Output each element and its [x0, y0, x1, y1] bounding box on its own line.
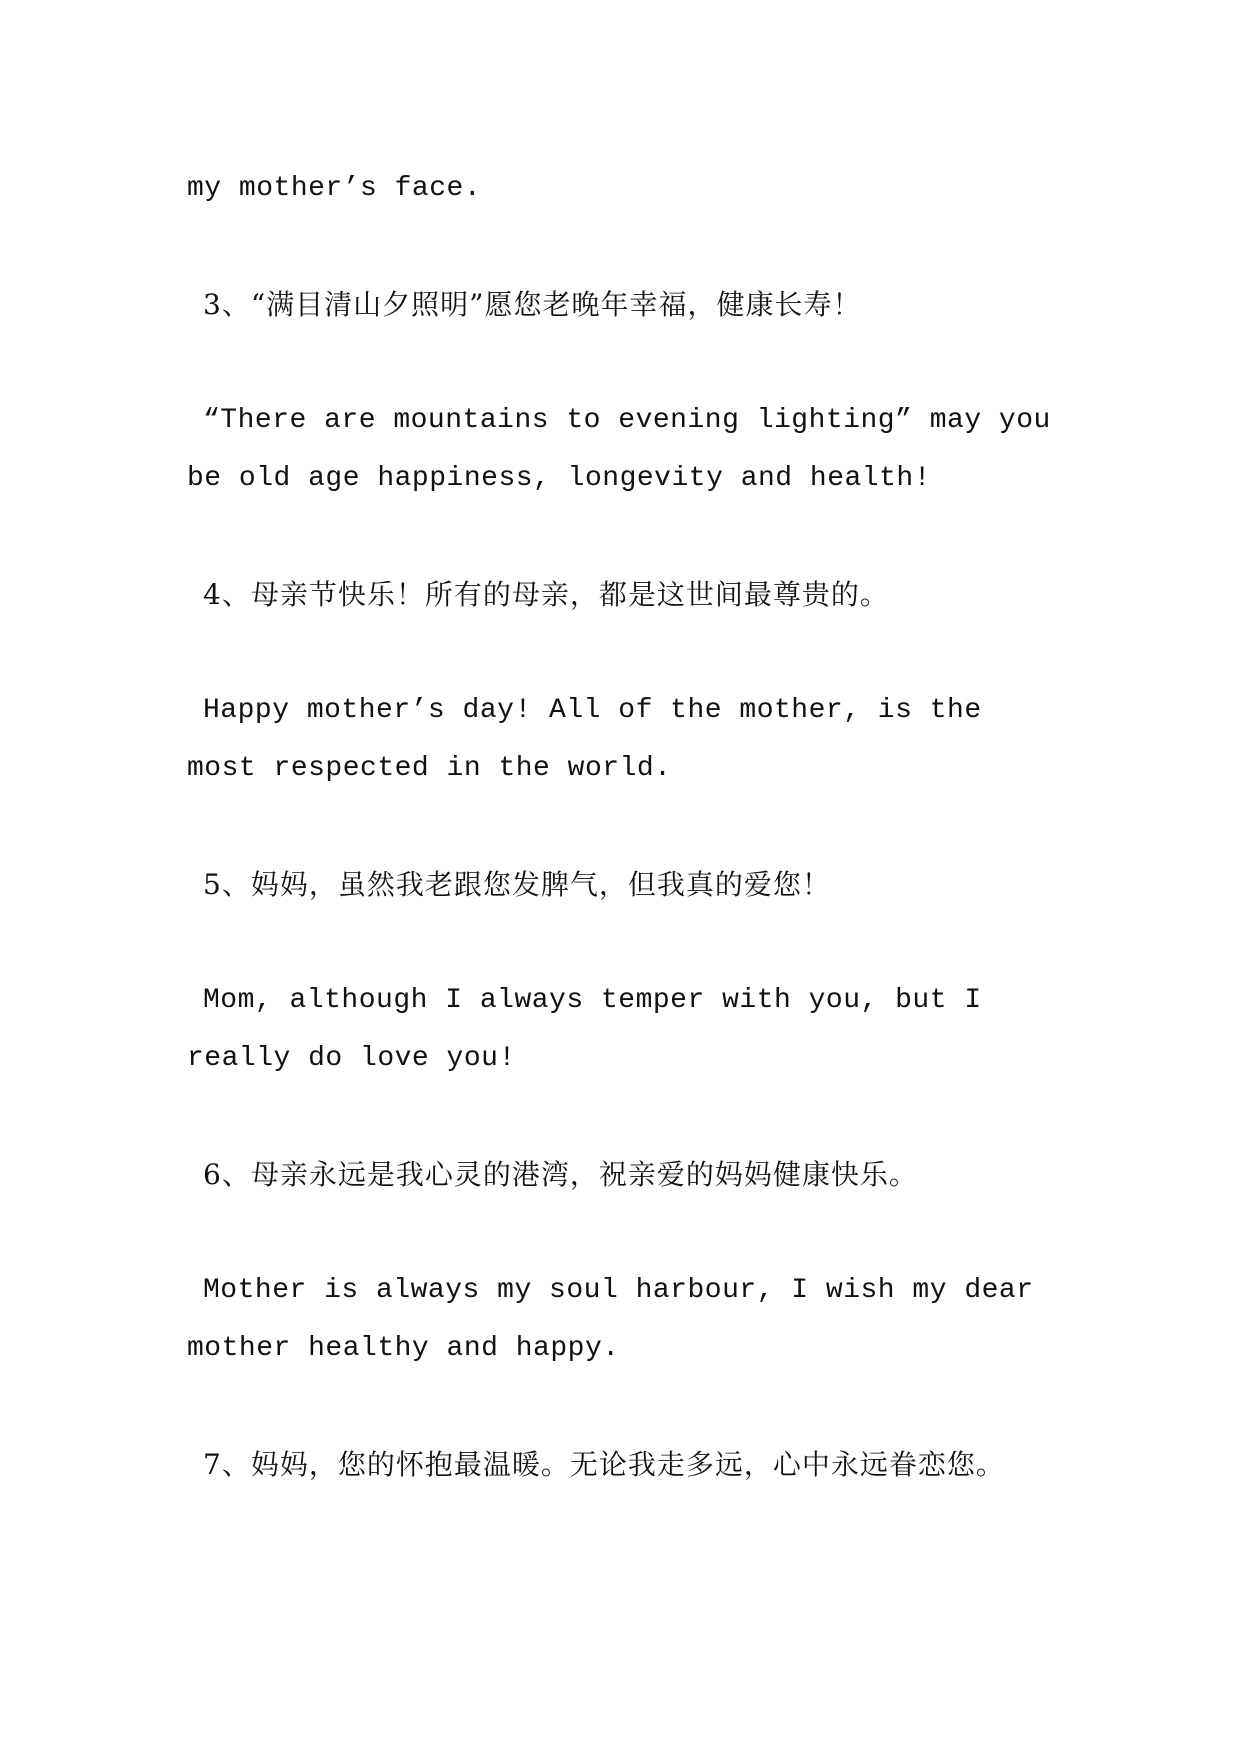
paragraph-chinese-6: 6、母亲永远是我心灵的港湾，祝亲爱的妈妈健康快乐。: [203, 1158, 918, 1191]
paragraph-chinese-7: 7、妈妈，您的怀抱最温暖。无论我走多远，心中永远眷恋您。: [203, 1448, 1005, 1481]
paragraph-gap: [187, 624, 1055, 682]
paragraph-english-3: “There are mountains to evening lighting” may you be old age happiness, longevity and health!: [187, 405, 1051, 494]
paragraph-english-5: Mom, although I always temper with you, but I really do love you!: [187, 985, 982, 1074]
paragraph-gap: [187, 914, 1055, 972]
paragraph-gap: [187, 1088, 1055, 1146]
paragraph-gap: [187, 1378, 1055, 1436]
paragraph-gap: [187, 508, 1055, 566]
paragraph-chinese-4: 4、母亲节快乐！所有的母亲，都是这世间最尊贵的。: [203, 578, 889, 611]
paragraph-gap: [187, 218, 1055, 276]
paragraph-gap: [187, 1204, 1055, 1262]
paragraph-gap: [187, 334, 1055, 392]
paragraph-chinese-5: 5、妈妈，虽然我老跟您发脾气，但我真的爱您！: [203, 868, 831, 901]
document-body: [187, 160, 1055, 1494]
paragraph-chinese-3: 3、“满目清山夕照明”愿您老晚年幸福，健康长寿！: [203, 288, 862, 321]
paragraph-english-6: Mother is always my soul harbour, I wish my dear mother healthy and happy.: [187, 1275, 1034, 1364]
paragraph-english-continuation: my mother’s face.: [187, 173, 482, 204]
paragraph-english-4: Happy mother’s day! All of the mother, is the most respected in the world.: [187, 695, 982, 784]
paragraph-gap: [187, 798, 1055, 856]
